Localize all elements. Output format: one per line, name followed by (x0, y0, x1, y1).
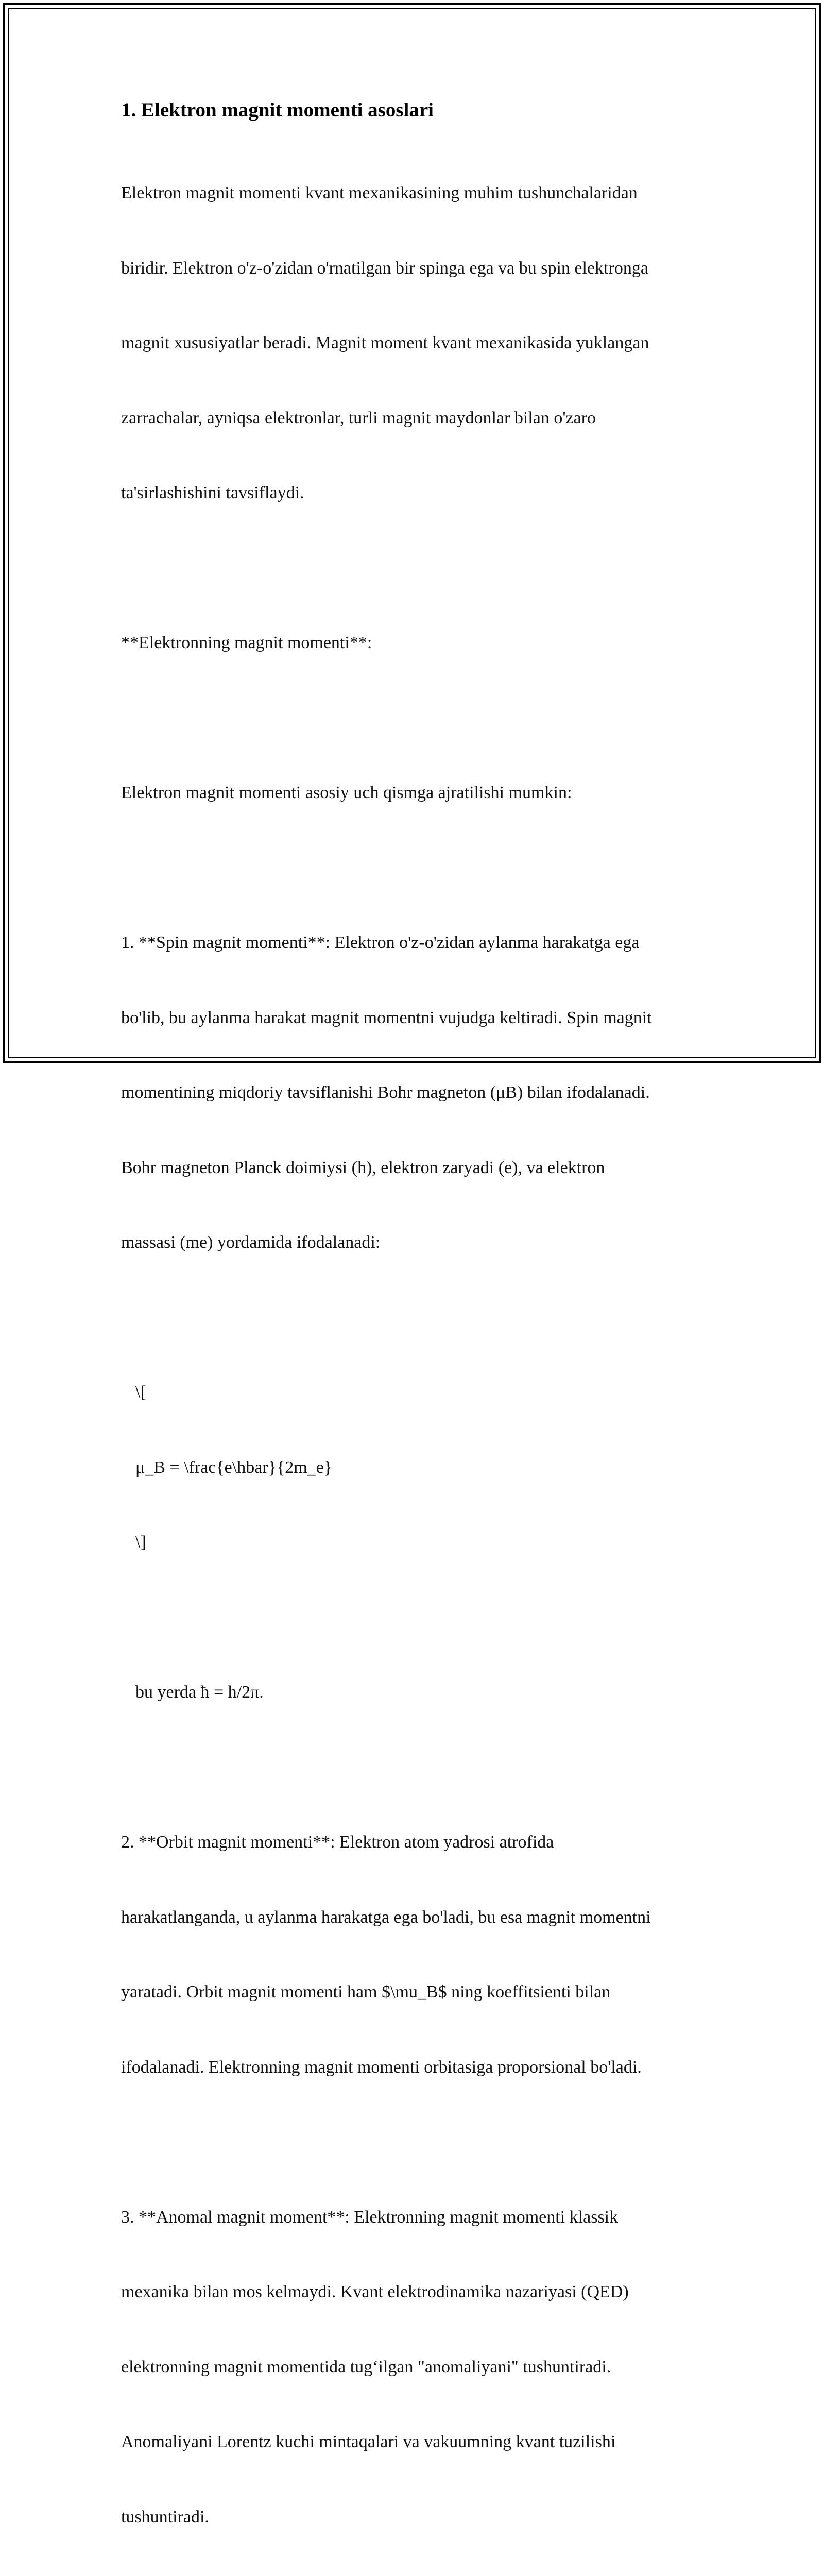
list-item-anomal (121, 2155, 718, 2576)
intro-paragraph (121, 131, 718, 556)
text-line: zarrachalar, ayniqsa elektronlar, turli magnit maydonlar bilan o'zaro (121, 406, 718, 431)
formula-block (121, 1330, 718, 1605)
text-line: magnit xususiyatlar beradi. Magnit moment kvant mexanikasida yuklangan (121, 331, 718, 356)
formula-line: \] (135, 1530, 718, 1555)
text-line: Bohr magneton Planck doimiysi (h), elektron zaryadi (e), va elektron (121, 1156, 718, 1181)
text-line: massasi (me) yordamida ifodalanadi: (121, 1230, 718, 1256)
text-line: harakatlanganda, u aylanma harakatga ega bo'ladi, bu esa magnit momentni (121, 1905, 718, 1930)
subheading-paragraph (121, 581, 718, 706)
text-line: mexanika bilan mos kelmaydi. Kvant elektrodinamika nazariyasi (QED) (121, 2280, 718, 2305)
formula-line: \[ (135, 1380, 718, 1405)
text-line: yaratadi. Orbit magnit momenti ham $\mu_B$ ning koeffitsienti bilan (121, 1980, 718, 2005)
text-line: biridir. Elektron o'z-o'zidan o'rnatilgan bir spinga ega va bu spin elektronga (121, 256, 718, 281)
text-line: Anomaliyani Lorentz kuchi mintaqalari va vakuumning kvant tuzilishi (121, 2430, 718, 2455)
text-line: 1. **Spin magnit momenti**: Elektron o'z-o'zidan aylanma harakatga ega (121, 930, 718, 956)
lead-paragraph (121, 731, 718, 856)
text-line: momentining miqdoriy tavsiflanishi Bohr magneton (μB) bilan ifodalanadi. (121, 1080, 718, 1106)
formula-line: μ_B = \frac{e\hbar}{2m_e} (135, 1455, 718, 1481)
document-body (121, 93, 718, 2576)
text-line: 3. **Anomal magnit moment**: Elektronning magnit momenti klassik (121, 2205, 718, 2230)
formula-note-paragraph (121, 1630, 718, 1755)
text-line: ta'sirlashishini tavsiflaydi. (121, 481, 718, 506)
lead-text: Elektron magnit momenti asosiy uch qismga ajratilishi mumkin: (121, 781, 718, 806)
text-line: elektronning magnit momentida tug‘ilgan "anomaliyani" tushuntiradi. (121, 2355, 718, 2380)
formula-note: bu yerda ħ = h/2π. (135, 1680, 718, 1705)
text-line: Elektron magnit momenti kvant mexanikasining muhim tushunchalaridan (121, 181, 718, 206)
list-item-orbit (121, 1780, 718, 2130)
section-heading: 1. Elektron magnit momenti asoslari (121, 93, 718, 128)
text-line: bo'lib, bu aylanma harakat magnit momentni vujudga keltiradi. Spin magnit (121, 1006, 718, 1031)
list-item-spin (121, 880, 718, 1306)
text-line: tushuntiradi. (121, 2505, 718, 2530)
text-line: 2. **Orbit magnit momenti**: Elektron atom yadrosi atrofida (121, 1830, 718, 1855)
subheading: **Elektronning magnit momenti**: (121, 631, 718, 656)
text-line: ifodalanadi. Elektronning magnit momenti orbitasiga proporsional bo'ladi. (121, 2055, 718, 2080)
